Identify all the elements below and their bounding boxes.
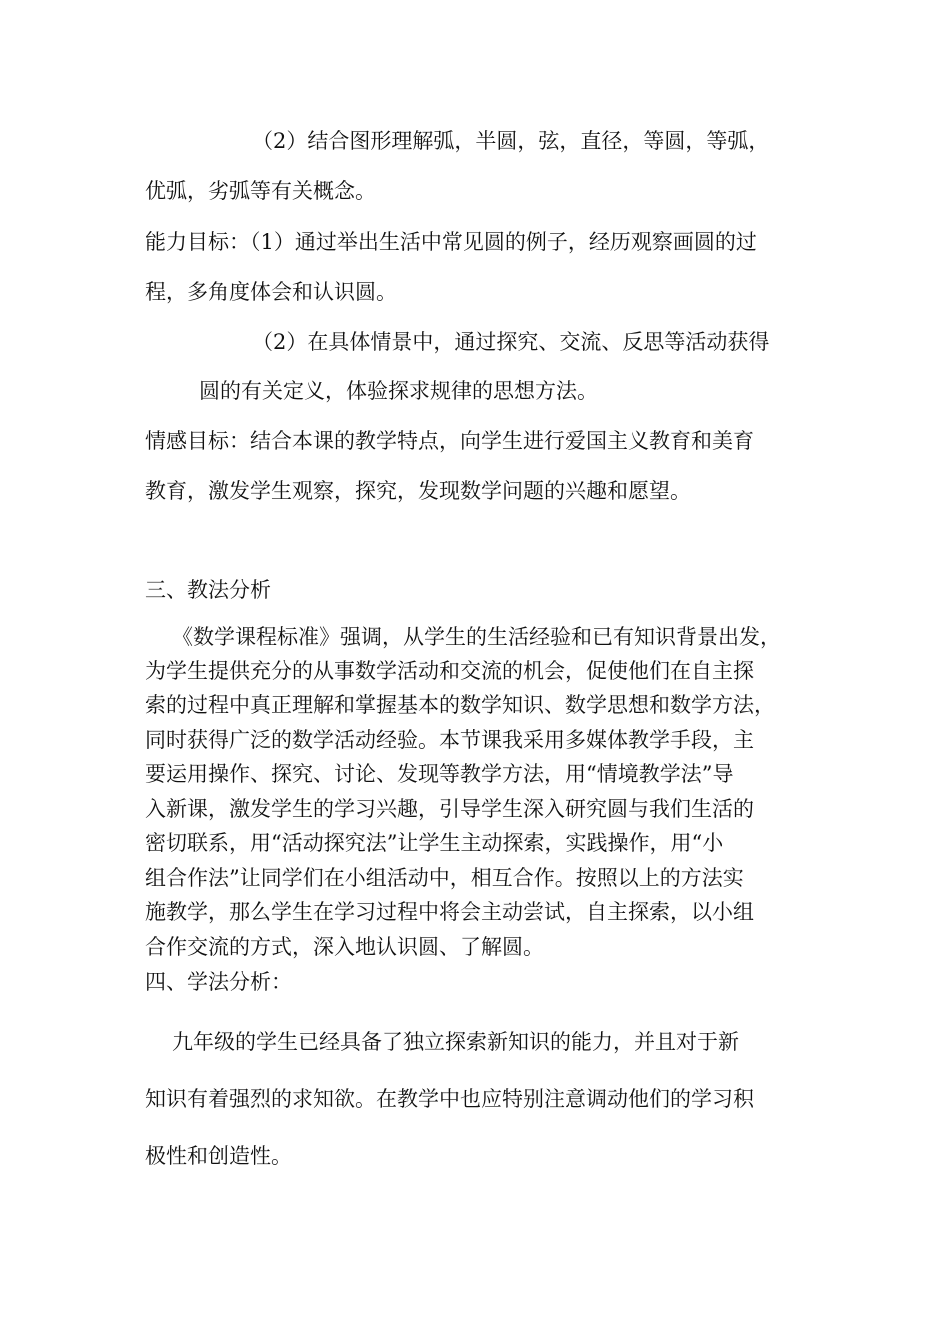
section3-paragraph-line: 合作交流的方式，深入地认识圆、了解圆。 <box>145 935 544 959</box>
section4-paragraph-line: 九年级的学生已经具备了独立探索新知识的能力，并且对于新 <box>172 1030 739 1054</box>
section3-paragraph-line: 组合作法”让同学们在小组活动中，相互合作。按照以上的方法实 <box>145 866 744 890</box>
section3-paragraph-line: 施教学，那么学生在学习过程中将会主动尝试，自主探索，以小组 <box>145 900 754 924</box>
ability-goal-line1: 能力目标：（1）通过举出生活中常见圆的例子，经历观察画圆的过 <box>145 230 757 254</box>
section3-paragraph-line: 密切联系，用“活动探究法”让学生主动探索，实践操作，用“小 <box>145 831 724 855</box>
section3-paragraph-line: 同时获得广泛的数学活动经验。本节课我采用多媒体教学手段，主 <box>145 728 754 752</box>
section3-paragraph-line: 为学生提供充分的从事数学活动和交流的机会，促使他们在自主探 <box>145 659 754 683</box>
section3-paragraph-line: 《数学课程标准》强调，从学生的生活经验和已有知识背景出发， <box>172 625 781 649</box>
ability-goal-item2-line2: 圆的有关定义，体验探求规律的思想方法。 <box>199 379 598 403</box>
section4-paragraph-line: 极性和创造性。 <box>145 1144 292 1168</box>
emotion-goal-line1: 情感目标：结合本课的教学特点，向学生进行爱国主义教育和美育 <box>145 429 754 453</box>
ability-goal-item2-line1: （2）在具体情景中，通过探究、交流、反思等活动获得 <box>252 330 770 354</box>
emotion-goal-line2: 教育，激发学生观察，探究，发现数学问题的兴趣和愿望。 <box>145 479 691 503</box>
ability-goal-line2: 程，多角度体会和认识圆。 <box>145 280 397 304</box>
knowledge-goal-item2-line1: （2）结合图形理解弧，半圆，弦，直径，等圆，等弧， <box>252 129 770 153</box>
section3-paragraph-line: 入新课，激发学生的学习兴趣，引导学生深入研究圆与我们生活的 <box>145 797 754 821</box>
section3-heading: 三、教法分析 <box>145 578 271 602</box>
section3-paragraph-line: 索的过程中真正理解和掌握基本的数学知识、数学思想和数学方法， <box>145 693 775 717</box>
section4-heading: 四、学法分析： <box>145 970 292 994</box>
knowledge-goal-item2-line2: 优弧，劣弧等有关概念。 <box>145 179 376 203</box>
section3-paragraph-line: 要运用操作、探究、讨论、发现等教学方法，用“情境教学法”导 <box>145 762 734 786</box>
section4-paragraph-line: 知识有着强烈的求知欲。在教学中也应特别注意调动他们的学习积 <box>145 1087 754 1111</box>
